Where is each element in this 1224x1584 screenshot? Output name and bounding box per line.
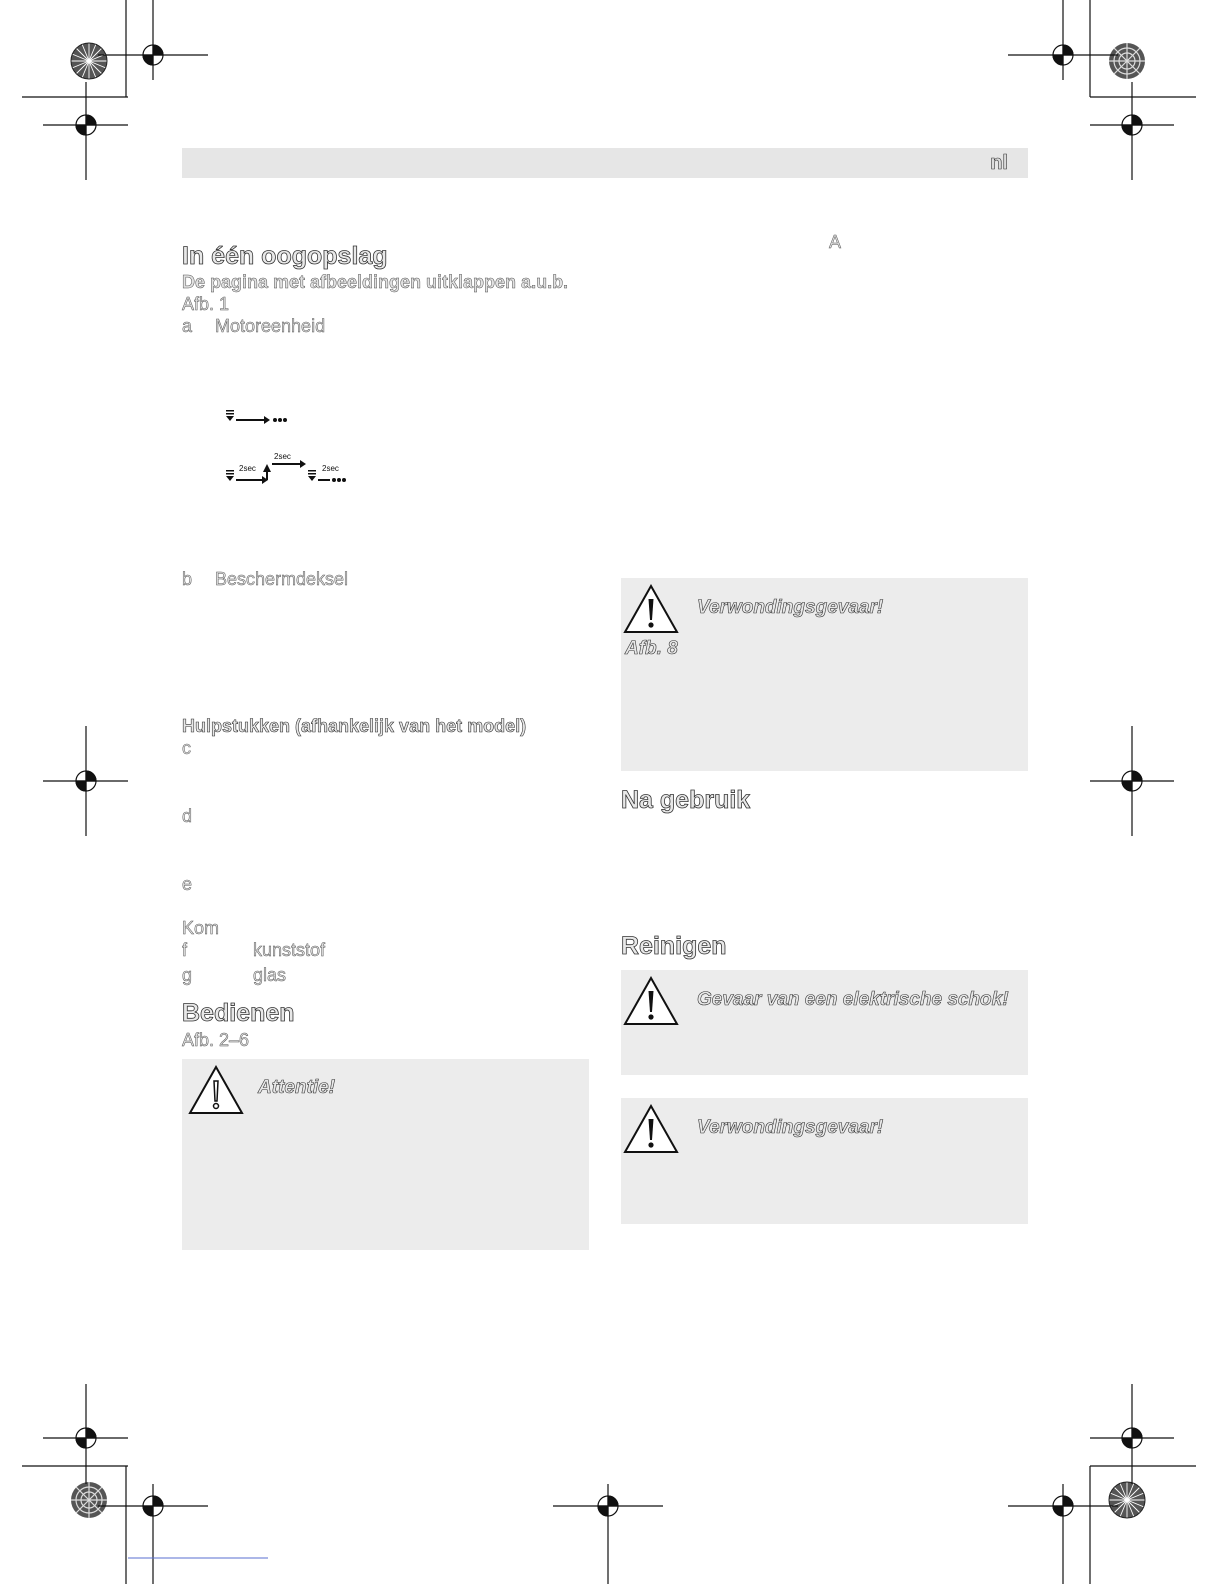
section-title-after-use: Na gebruik [621, 786, 751, 814]
color-wheel-icon [71, 1482, 107, 1518]
shock-warning-title: Gevaar van een elektrische schok! [697, 989, 1009, 1010]
color-wheel-icon [71, 43, 107, 79]
accessory-letter: d [182, 806, 193, 826]
accessories-heading: Hulpstukken (afhankelijk van het model) [182, 716, 527, 736]
fold-out-note: De pagina met afbeeldingen uitklappen a.u.b. [182, 272, 569, 292]
registration-mark-icon [22, 1384, 128, 1584]
registration-mark-icon [98, 0, 208, 80]
injury-warning-box [621, 578, 1028, 771]
warning-triangle-icon [623, 976, 679, 1026]
item-letter: b [182, 569, 193, 589]
speed-diagram [220, 400, 360, 490]
bowl-heading: Kom [182, 918, 220, 938]
registration-mark-icon [1090, 1384, 1196, 1584]
language-code: nl [990, 152, 1008, 174]
color-wheel-icon [1109, 43, 1145, 79]
figure-reference: Afb. 1 [182, 294, 230, 314]
warning-triangle-icon [623, 584, 679, 634]
label-2sec: 2sec [274, 452, 291, 461]
bowl-item-glass: glas [253, 965, 287, 985]
injury-warning-title: Verwondingsgevaar! [697, 1117, 884, 1138]
label-2sec: 2sec [239, 464, 256, 473]
warning-triangle-icon [623, 1104, 679, 1154]
color-wheel-icon [1109, 1482, 1145, 1518]
registration-mark-icon [1090, 726, 1174, 836]
injury-warning-title: Verwondingsgevaar! [697, 597, 884, 618]
label-a: A [829, 232, 842, 252]
item-label-motor-unit: Motoreenheid [215, 316, 326, 336]
registration-mark-icon [98, 1484, 208, 1584]
injury-warning-box-2 [621, 1098, 1028, 1224]
registration-mark-icon [1008, 1484, 1118, 1584]
section-title-operate: Bedienen [182, 999, 295, 1027]
figure-reference: Afb. 2–6 [182, 1030, 250, 1050]
label-2sec: 2sec [322, 464, 339, 473]
bowl-item-letter: f [182, 940, 188, 960]
registration-mark-icon [43, 726, 128, 836]
speed-arrow-icon [226, 410, 287, 424]
attention-title: Attentie! [258, 1077, 336, 1098]
figure-reference: Afb. 8 [625, 638, 678, 659]
section-title-overview: In één oogopslag [182, 242, 388, 270]
header-bar [182, 148, 1028, 178]
registration-mark-icon [553, 1484, 663, 1584]
accessory-letter: c [182, 738, 191, 758]
section-title-cleaning: Reinigen [621, 932, 727, 960]
registration-mark-icon [1090, 0, 1196, 180]
item-letter: a [182, 316, 193, 336]
registration-mark-icon [1008, 0, 1118, 80]
item-label-protective-cover: Beschermdeksel [215, 569, 349, 589]
warning-triangle-icon [188, 1065, 244, 1115]
bowl-item-plastic: kunststof [253, 940, 326, 960]
shock-warning-box [621, 970, 1028, 1075]
attention-box [182, 1059, 589, 1250]
accessory-letter: e [182, 874, 193, 894]
registration-mark-icon [22, 0, 128, 180]
bowl-item-letter: g [182, 965, 193, 985]
